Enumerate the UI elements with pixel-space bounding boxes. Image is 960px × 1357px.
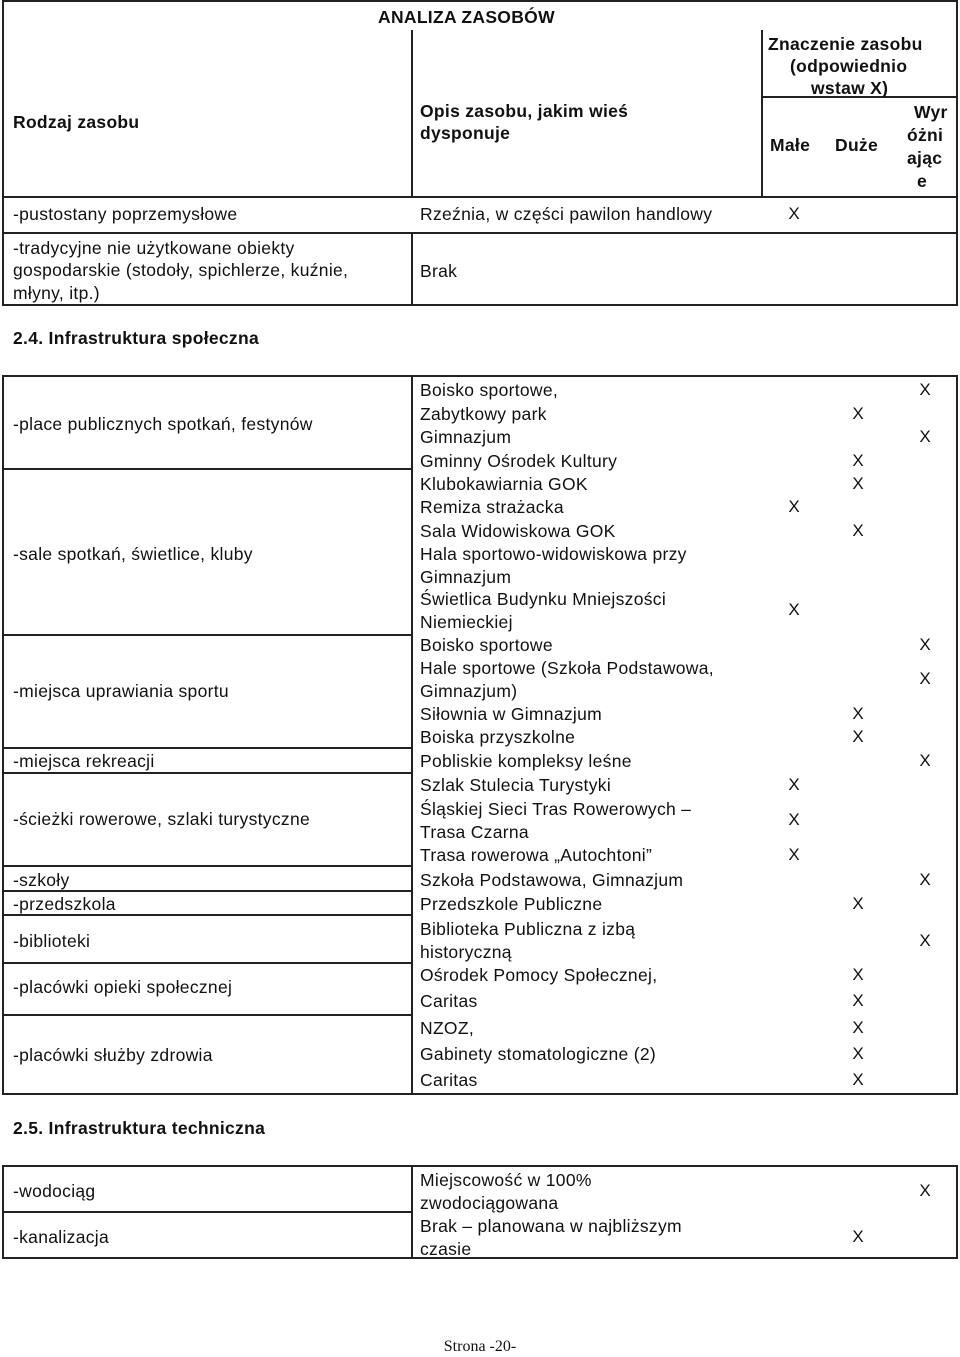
- category-label: -ścieżki rowerowe, szlaki turystyczne: [13, 809, 311, 829]
- resource-description: Brak: [420, 261, 458, 281]
- rule: [2, 1211, 411, 1213]
- rule: [411, 30, 413, 198]
- resource-item: Boiska przyszkolne: [420, 727, 576, 747]
- mark-male: X: [788, 775, 800, 794]
- resource-item: Caritas: [420, 991, 478, 1011]
- resource-item: Gimnazjum: [420, 567, 512, 587]
- resource-item: Trasa rowerowa „Autochtoni”: [420, 845, 653, 865]
- mark-male: X: [788, 600, 800, 619]
- resource-item: Remiza strażacka: [420, 497, 564, 517]
- column-header-duze: Duże: [835, 135, 879, 155]
- mark-wyrozniajace: X: [919, 669, 931, 688]
- resource-item: Szkoła Podstawowa, Gimnazjum: [420, 870, 684, 890]
- mark-wyrozniajace: X: [919, 931, 931, 950]
- category-label: -place publicznych spotkań, festynów: [13, 414, 313, 434]
- resource-item: Siłownia w Gimnazjum: [420, 704, 603, 724]
- resource-item: Boisko sportowe,: [420, 380, 559, 400]
- column-header-wyrozniajace: Wyr: [914, 102, 948, 122]
- section-heading: 2.4. Infrastruktura społeczna: [13, 328, 260, 348]
- rule: [2, 1165, 958, 1167]
- column-header-opis: Opis zasobu, jakim wieś: [420, 101, 629, 121]
- resource-item: Hala sportowo-widowiskowa przy: [420, 544, 687, 564]
- mark-wyrozniajace: X: [919, 380, 931, 399]
- column-header-opis: dysponuje: [420, 123, 511, 143]
- rule: [2, 232, 958, 234]
- resource-item: Boisko sportowe: [420, 635, 553, 655]
- rule: [2, 1257, 958, 1259]
- resource-item: czasie: [420, 1239, 472, 1259]
- column-header-wyrozniajace: ając: [907, 148, 943, 168]
- column-header-rodzaj: Rodzaj zasobu: [13, 112, 140, 132]
- rule: [761, 30, 763, 198]
- mark-duze: X: [852, 1227, 864, 1246]
- resource-item: Brak – planowana w najbliższym: [420, 1216, 682, 1236]
- column-header-znaczenie: (odpowiednio: [790, 56, 908, 76]
- resource-description: Rzeźnia, w części pawilon handlowy: [420, 204, 713, 224]
- category-label: -placówki służby zdrowia: [13, 1045, 213, 1065]
- mark-duze: X: [852, 451, 864, 470]
- mark-wyrozniajace: X: [919, 427, 931, 446]
- category-label: -szkoły: [13, 870, 70, 890]
- mark-duze: X: [852, 404, 864, 423]
- mark-duze: X: [852, 1070, 864, 1089]
- resource-item: Szlak Stulecia Turystyki: [420, 775, 612, 795]
- rule: [2, 196, 958, 198]
- category-label: -placówki opieki społecznej: [13, 977, 233, 997]
- resource-item: Sala Widowiskowa GOK: [420, 521, 616, 541]
- rule: [2, 304, 958, 306]
- section-heading: 2.5. Infrastruktura techniczna: [13, 1118, 266, 1138]
- category-label: -miejsca rekreacji: [13, 751, 155, 771]
- resource-item: Świetlica Budynku Mniejszości: [420, 589, 667, 609]
- resource-item: Gimnazjum): [420, 681, 518, 701]
- rule: [2, 0, 4, 306]
- category-label: -biblioteki: [13, 931, 91, 951]
- mark-duze: X: [852, 1044, 864, 1063]
- column-header-wyrozniajace: e: [917, 171, 928, 191]
- mark-duze: X: [852, 704, 864, 723]
- rule: [2, 468, 411, 470]
- mark-male: X: [788, 845, 800, 864]
- resource-item: Pobliskie kompleksy leśne: [420, 751, 632, 771]
- rule: [2, 1165, 4, 1259]
- resource-item: Niemieckiej: [420, 612, 513, 632]
- rule: [2, 865, 411, 867]
- resource-item: historyczną: [420, 942, 512, 962]
- resource-item: Gabinety stomatologiczne (2): [420, 1044, 657, 1064]
- resource-item: zwodociągowana: [420, 1193, 559, 1213]
- mark-wyrozniajace: X: [919, 751, 931, 770]
- rule: [2, 375, 4, 1095]
- rule: [2, 375, 958, 377]
- mark-wyrozniajace: X: [919, 635, 931, 654]
- rule: [2, 747, 411, 749]
- mark-wyrozniajace: X: [919, 870, 931, 889]
- resource-item: Biblioteka Publiczna z izbą: [420, 919, 636, 939]
- resource-item: Trasa Czarna: [420, 822, 529, 842]
- table-title: ANALIZA ZASOBÓW: [378, 7, 555, 27]
- category-label: -miejsca uprawiania sportu: [13, 681, 229, 701]
- mark-wyrozniajace: X: [919, 1181, 931, 1200]
- resource-item: NZOZ,: [420, 1018, 474, 1038]
- rule: [411, 375, 413, 1095]
- resource-item: Miejscowość w 100%: [420, 1170, 592, 1190]
- category-label: -sale spotkań, świetlice, kluby: [13, 544, 253, 564]
- resource-type: -tradycyjne nie użytkowane obiekty: [13, 238, 295, 258]
- column-header-male: Małe: [770, 135, 811, 155]
- resource-item: Przedszkole Publiczne: [420, 894, 603, 914]
- category-label: -przedszkola: [13, 894, 116, 914]
- page-number: Strona -20-: [443, 1338, 517, 1355]
- resource-item: Gimnazjum: [420, 427, 512, 447]
- rule: [2, 772, 411, 774]
- category-label: -kanalizacja: [13, 1227, 110, 1247]
- rule: [2, 962, 411, 964]
- rule: [2, 0, 958, 2]
- mark-duze: X: [852, 894, 864, 913]
- column-header-znaczenie: Znaczenie zasobu: [768, 34, 923, 54]
- resource-item: Klubokawiarnia GOK: [420, 474, 588, 494]
- column-header-wyrozniajace: óżni: [907, 125, 944, 145]
- mark-male: X: [788, 204, 800, 223]
- mark-duze: X: [852, 991, 864, 1010]
- rule: [956, 1165, 958, 1259]
- rule: [956, 0, 958, 306]
- category-label: -wodociąg: [13, 1181, 96, 1201]
- resource-type: -pustostany poprzemysłowe: [13, 204, 238, 224]
- mark-male: X: [788, 497, 800, 516]
- rule: [956, 375, 958, 1095]
- rule: [2, 1093, 958, 1095]
- column-header-znaczenie: wstaw X): [811, 78, 889, 98]
- mark-duze: X: [852, 1018, 864, 1037]
- resource-item: Hale sportowe (Szkoła Podstawowa,: [420, 658, 714, 678]
- rule: [2, 1014, 411, 1016]
- resource-item: Caritas: [420, 1070, 478, 1090]
- resource-type: gospodarskie (stodoły, spichlerze, kuźnie,: [13, 260, 349, 280]
- mark-duze: X: [852, 521, 864, 540]
- mark-male: X: [788, 810, 800, 829]
- resource-item: Gminny Ośrodek Kultury: [420, 451, 618, 471]
- resource-item: Zabytkowy park: [420, 404, 547, 424]
- resource-item: Ośrodek Pomocy Społecznej,: [420, 965, 658, 985]
- mark-duze: X: [852, 474, 864, 493]
- mark-duze: X: [852, 727, 864, 746]
- rule: [411, 1165, 413, 1259]
- resource-type: młyny, itp.): [13, 283, 100, 303]
- mark-duze: X: [852, 965, 864, 984]
- rule: [2, 634, 411, 636]
- rule: [411, 234, 413, 306]
- resource-item: Śląskiej Sieci Tras Rowerowych –: [420, 799, 692, 819]
